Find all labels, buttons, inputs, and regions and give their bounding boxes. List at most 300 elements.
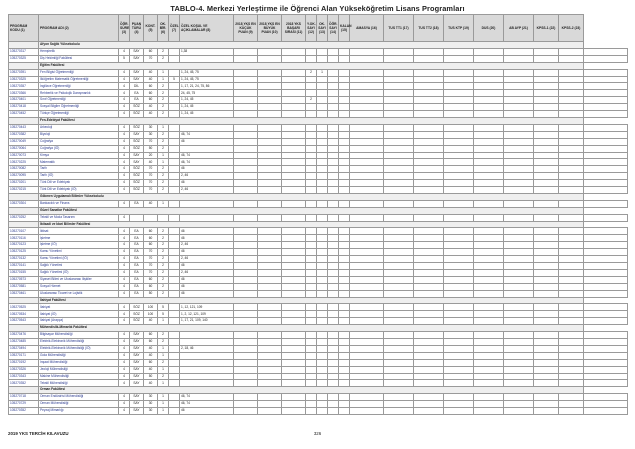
table-row — [9, 111, 628, 118]
table-row — [9, 394, 628, 401]
table-cell: 4 — [119, 373, 130, 380]
table-cell — [584, 366, 628, 373]
table-cell — [384, 159, 414, 166]
table-cell — [414, 263, 444, 270]
program-code: 105270125 — [9, 249, 39, 256]
table-cell — [180, 200, 234, 207]
table-cell — [414, 97, 444, 104]
table-cell — [414, 145, 444, 152]
table-cell — [317, 159, 328, 166]
table-cell — [317, 352, 328, 359]
table-cell — [317, 276, 328, 283]
table-cell — [444, 69, 474, 76]
program-code: 105270452 — [9, 111, 39, 118]
table-cell: 2 — [158, 111, 169, 118]
table-cell: 2 — [158, 263, 169, 270]
table-cell — [169, 173, 180, 180]
table-cell: SÖZ — [130, 187, 144, 194]
table-cell — [474, 228, 504, 235]
table-row — [9, 304, 628, 311]
table-cell: 2 — [158, 276, 169, 283]
table-cell — [282, 283, 306, 290]
table-cell — [339, 366, 350, 373]
table-cell — [504, 269, 534, 276]
table-cell — [234, 394, 258, 401]
table-cell: 2 — [306, 97, 317, 104]
table-cell — [504, 228, 534, 235]
table-cell: 100 — [144, 311, 158, 318]
program-code: 105270352 — [9, 408, 39, 415]
table-cell — [282, 359, 306, 366]
table-cell — [258, 104, 282, 111]
table-cell — [534, 332, 559, 339]
table-cell — [444, 124, 474, 131]
table-row — [9, 352, 628, 359]
program-code: 105270401 — [9, 97, 39, 104]
program-name: Fen Bilgisi Öğretmenliği — [39, 69, 119, 76]
table-cell — [169, 394, 180, 401]
faculty-code-cell — [9, 193, 39, 200]
table-cell — [339, 83, 350, 90]
table-cell: 2 — [158, 131, 169, 138]
table-cell: 40 — [144, 352, 158, 359]
table-cell: SAY — [130, 152, 144, 159]
table-cell — [169, 69, 180, 76]
table-cell — [258, 83, 282, 90]
program-name: Peyzaj Mimarlığı — [39, 408, 119, 415]
table-cell — [534, 338, 559, 345]
program-name: İlahiyat (İÖ) — [39, 311, 119, 318]
table-cell: 60 — [144, 332, 158, 339]
table-cell — [282, 394, 306, 401]
table-cell — [559, 373, 584, 380]
table-cell — [282, 97, 306, 104]
table-cell — [414, 283, 444, 290]
program-code: 105270573 — [9, 276, 39, 283]
table-cell — [328, 408, 339, 415]
table-cell: 4 — [119, 359, 130, 366]
table-cell: 50 — [144, 373, 158, 380]
table-cell — [258, 138, 282, 145]
programs-table — [8, 14, 628, 415]
table-cell — [474, 380, 504, 387]
table-cell: SAY — [130, 394, 144, 401]
table-cell — [317, 104, 328, 111]
table-cell — [444, 352, 474, 359]
table-cell: 4 — [119, 366, 130, 373]
program-code: 105270543 — [9, 318, 39, 325]
program-code: 105270049 — [9, 138, 39, 145]
table-cell — [584, 304, 628, 311]
table-cell — [258, 159, 282, 166]
table-cell — [559, 332, 584, 339]
table-cell — [559, 180, 584, 187]
table-row — [9, 152, 628, 159]
table-cell — [584, 269, 628, 276]
table-cell — [328, 242, 339, 249]
table-cell — [384, 408, 414, 415]
table-cell — [328, 228, 339, 235]
table-cell — [474, 55, 504, 62]
table-cell: 1 — [158, 401, 169, 408]
table-cell — [234, 318, 258, 325]
table-cell — [384, 214, 414, 221]
table-cell — [306, 124, 317, 131]
table-cell — [350, 304, 384, 311]
program-code: 105270461 — [9, 290, 39, 297]
table-cell — [534, 345, 559, 352]
table-cell: 46 — [180, 408, 234, 415]
table-cell — [504, 104, 534, 111]
table-cell — [350, 332, 384, 339]
table-cell — [444, 152, 474, 159]
program-name: Tarih (İÖ) — [39, 173, 119, 180]
table-cell — [306, 249, 317, 256]
table-cell — [444, 200, 474, 207]
table-cell: 30 — [144, 401, 158, 408]
table-cell — [504, 69, 534, 76]
table-cell: 60 — [144, 359, 158, 366]
faculty-name: Fen-Edebiyat Fakültesi — [39, 117, 584, 124]
table-cell — [559, 290, 584, 297]
table-row — [9, 124, 628, 131]
table-cell — [584, 408, 628, 415]
table-cell — [234, 166, 258, 173]
table-cell — [384, 401, 414, 408]
program-code: 105270534 — [9, 311, 39, 318]
table-cell — [169, 90, 180, 97]
table-cell — [317, 366, 328, 373]
table-cell — [474, 104, 504, 111]
table-cell — [306, 311, 317, 318]
table-cell — [282, 166, 306, 173]
table-row — [9, 263, 628, 270]
table-row — [9, 235, 628, 242]
table-cell — [328, 263, 339, 270]
table-cell: SAY — [130, 131, 144, 138]
table-cell — [504, 318, 534, 325]
program-name: Tekstil ve Moda Tasarımı — [39, 214, 119, 221]
table-cell — [306, 359, 317, 366]
table-cell — [317, 242, 328, 249]
table-cell — [234, 187, 258, 194]
footer-guide-name: 2019 YKS TERCİH KILAVUZU — [8, 431, 69, 436]
table-cell: 4 — [119, 69, 130, 76]
program-name: Sağlık Yönetimi (İÖ) — [39, 269, 119, 276]
column-header: AMASYA (16) — [350, 15, 384, 42]
table-cell — [339, 408, 350, 415]
table-cell — [339, 55, 350, 62]
table-cell: 40 — [144, 345, 158, 352]
table-cell — [234, 283, 258, 290]
table-cell: EA — [130, 276, 144, 283]
table-cell: 4 — [119, 242, 130, 249]
table-cell — [584, 401, 628, 408]
table-cell — [504, 290, 534, 297]
table-cell — [169, 131, 180, 138]
table-cell — [306, 145, 317, 152]
table-cell — [328, 401, 339, 408]
table-cell: SÖZ — [130, 166, 144, 173]
table-cell: 70 — [144, 166, 158, 173]
table-cell — [444, 166, 474, 173]
table-cell — [328, 124, 339, 131]
table-cell — [282, 180, 306, 187]
table-row — [9, 359, 628, 366]
table-cell: 70 — [144, 55, 158, 62]
table-cell — [258, 408, 282, 415]
table-cell: 1 — [158, 380, 169, 387]
table-cell: 1, 24, 45 — [180, 97, 234, 104]
faculty-code-cell — [9, 221, 39, 228]
table-cell: 4 — [119, 152, 130, 159]
table-cell — [130, 214, 144, 221]
table-cell — [414, 76, 444, 83]
table-cell — [444, 242, 474, 249]
table-cell — [384, 359, 414, 366]
table-cell — [258, 283, 282, 290]
table-row — [9, 256, 628, 263]
table-cell — [234, 276, 258, 283]
table-cell: 4 — [119, 111, 130, 118]
faculty-name: Afyon Sağlık Yüksekokulu — [39, 42, 584, 49]
table-cell — [328, 332, 339, 339]
table-cell — [384, 235, 414, 242]
table-cell — [282, 104, 306, 111]
table-cell — [474, 249, 504, 256]
table-cell — [534, 283, 559, 290]
table-cell — [317, 290, 328, 297]
table-cell — [384, 276, 414, 283]
program-name: İlköğretim Matematik Öğretmenliği — [39, 76, 119, 83]
table-cell — [584, 235, 628, 242]
table-cell — [258, 373, 282, 380]
table-cell: 40 — [144, 380, 158, 387]
table-cell — [258, 401, 282, 408]
table-cell — [559, 338, 584, 345]
table-cell — [350, 249, 384, 256]
table-cell — [350, 180, 384, 187]
programs-table-wrapper — [8, 14, 628, 415]
table-cell: EA — [130, 235, 144, 242]
table-cell — [414, 256, 444, 263]
table-row — [9, 269, 628, 276]
table-cell — [584, 180, 628, 187]
table-cell: 4 — [119, 401, 130, 408]
column-header: PROGRAM KODU (1) — [9, 15, 39, 42]
table-cell — [414, 159, 444, 166]
table-cell: 60 — [144, 228, 158, 235]
table-cell — [169, 263, 180, 270]
column-header: ÖZEL (7) — [169, 15, 180, 42]
table-cell: 5 — [158, 304, 169, 311]
table-cell: 2 — [158, 242, 169, 249]
table-cell — [504, 76, 534, 83]
table-cell — [317, 256, 328, 263]
table-cell — [444, 76, 474, 83]
table-cell: SÖZ — [130, 111, 144, 118]
table-cell — [169, 276, 180, 283]
table-cell: 60 — [144, 283, 158, 290]
table-cell — [350, 111, 384, 118]
table-cell — [234, 104, 258, 111]
table-cell — [339, 394, 350, 401]
table-cell — [444, 290, 474, 297]
table-cell — [234, 55, 258, 62]
table-cell — [559, 166, 584, 173]
table-row — [9, 366, 628, 373]
table-cell: 2 — [158, 235, 169, 242]
table-cell — [584, 380, 628, 387]
table-cell — [504, 380, 534, 387]
table-cell — [584, 242, 628, 249]
column-header: 2018 YKS BAŞARI SIRASI (11) — [282, 15, 306, 42]
table-cell — [584, 256, 628, 263]
table-cell — [234, 90, 258, 97]
table-cell: 1 — [158, 152, 169, 159]
table-cell — [234, 152, 258, 159]
table-cell — [384, 256, 414, 263]
table-cell — [258, 48, 282, 55]
table-row — [9, 83, 628, 90]
table-cell — [534, 359, 559, 366]
table-cell — [384, 332, 414, 339]
table-cell — [444, 228, 474, 235]
table-cell: DİL — [130, 83, 144, 90]
table-cell: 5 — [119, 55, 130, 62]
table-cell — [584, 90, 628, 97]
program-code: 105270116 — [9, 235, 39, 242]
table-cell — [504, 373, 534, 380]
program-code: 105270252 — [9, 214, 39, 221]
table-cell: 40 — [144, 159, 158, 166]
footer-page-number: 326 — [313, 431, 322, 436]
table-cell — [384, 180, 414, 187]
table-cell: 2, 46 — [180, 173, 234, 180]
table-cell — [384, 145, 414, 152]
table-cell — [339, 373, 350, 380]
table-cell — [317, 214, 328, 221]
table-cell: 4 — [119, 200, 130, 207]
table-cell — [534, 311, 559, 318]
program-name: Matematik — [39, 159, 119, 166]
table-cell — [258, 359, 282, 366]
table-cell — [169, 311, 180, 318]
table-cell: 2 — [158, 173, 169, 180]
program-name: Siyaset Bilimi ve Uluslararası İlişkiler — [39, 276, 119, 283]
table-cell — [444, 256, 474, 263]
table-cell: 4 — [119, 263, 130, 270]
table-cell — [317, 359, 328, 366]
table-cell — [234, 242, 258, 249]
table-cell — [282, 290, 306, 297]
table-cell — [169, 111, 180, 118]
table-cell — [350, 131, 384, 138]
table-cell — [339, 173, 350, 180]
table-cell — [384, 83, 414, 90]
table-cell — [584, 276, 628, 283]
table-cell: SAY — [130, 48, 144, 55]
column-header: ÖĞR. SAYI (14) — [328, 15, 339, 42]
table-cell: SAY — [130, 352, 144, 359]
table-cell: 2 — [158, 187, 169, 194]
table-cell — [258, 304, 282, 311]
table-cell: 1, 17, 21, 109, 140 — [180, 318, 234, 325]
table-cell: 46 — [180, 138, 234, 145]
table-cell — [444, 332, 474, 339]
table-cell — [414, 242, 444, 249]
table-cell — [350, 166, 384, 173]
table-cell — [559, 276, 584, 283]
table-cell — [504, 214, 534, 221]
table-cell — [444, 145, 474, 152]
table-cell — [350, 187, 384, 194]
table-cell — [282, 159, 306, 166]
table-cell: 1, 17, 21, 24, 75, 86 — [180, 83, 234, 90]
table-cell — [534, 408, 559, 415]
table-cell — [534, 366, 559, 373]
table-cell — [169, 401, 180, 408]
table-cell: 2, 46 — [180, 187, 234, 194]
table-cell — [474, 48, 504, 55]
table-cell: 2 — [158, 283, 169, 290]
table-cell — [169, 359, 180, 366]
table-cell: 2 — [158, 48, 169, 55]
table-cell: 4 — [119, 76, 130, 83]
table-cell: 46 — [180, 276, 234, 283]
table-cell — [328, 380, 339, 387]
table-cell — [339, 166, 350, 173]
table-cell: EA — [130, 290, 144, 297]
table-cell — [339, 138, 350, 145]
table-cell: 70 — [144, 180, 158, 187]
table-cell — [317, 187, 328, 194]
table-cell — [584, 359, 628, 366]
table-cell — [534, 166, 559, 173]
table-cell — [350, 352, 384, 359]
table-cell: 1 — [158, 366, 169, 373]
table-cell — [504, 283, 534, 290]
table-cell — [317, 345, 328, 352]
program-code: 105270132 — [9, 256, 39, 263]
table-cell — [584, 187, 628, 194]
table-cell — [317, 318, 328, 325]
program-code: 105270123 — [9, 242, 39, 249]
table-cell — [534, 83, 559, 90]
table-cell — [339, 290, 350, 297]
faculty-code-cell — [9, 297, 39, 304]
faculty-header-row — [9, 387, 628, 394]
column-header: ÖZEL KOŞUL VE AÇIKLAMALAR (8) — [180, 15, 234, 42]
table-cell: 30 — [144, 394, 158, 401]
table-cell — [258, 173, 282, 180]
table-cell — [504, 166, 534, 173]
program-name: Kamu Yönetimi (İÖ) — [39, 256, 119, 263]
table-cell — [258, 76, 282, 83]
table-cell — [534, 97, 559, 104]
table-cell — [306, 138, 317, 145]
table-cell: 2 — [158, 332, 169, 339]
table-cell — [234, 256, 258, 263]
table-cell: SAY — [130, 76, 144, 83]
column-header: PROGRAM ADI (2) — [39, 15, 119, 42]
table-cell — [559, 48, 584, 55]
table-cell: 46 — [180, 235, 234, 242]
table-cell — [474, 290, 504, 297]
table-cell — [444, 373, 474, 380]
table-cell — [180, 380, 234, 387]
table-cell — [474, 269, 504, 276]
